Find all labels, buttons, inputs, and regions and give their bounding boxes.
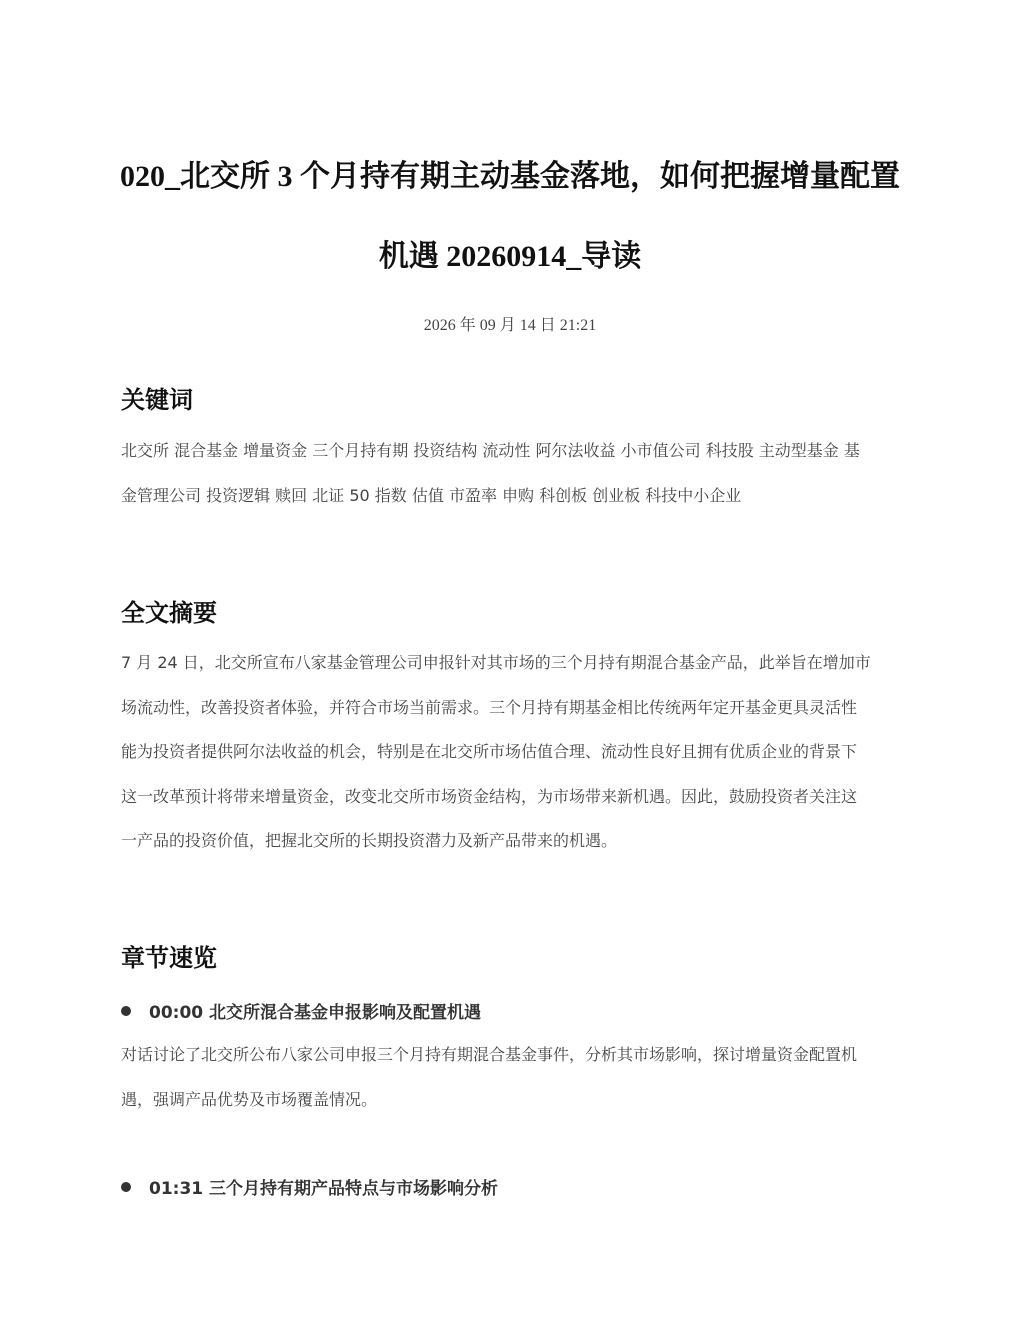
- chapter-item: [121, 1174, 899, 1199]
- summary-line-3: 能为投资者提供阿尔法收益的机会，特别是在北交所市场估值合理、流动性良好且拥有优质企业的背景下: [121, 742, 858, 761]
- chapter-desc-line-1: 对话讨论了北交所公布八家公司申报三个月持有期混合基金事件，分析其市场影响，探讨增量资金配置机: [121, 1045, 858, 1064]
- summary-line-5: 一产品的投资价值，把握北交所的长期投资潜力及新产品带来的机遇。: [121, 831, 618, 850]
- summary-paragraph: [121, 641, 899, 864]
- keywords-list: [121, 429, 899, 518]
- keywords-heading: 关键词: [121, 386, 193, 414]
- bullet-icon: [121, 1182, 131, 1192]
- summary-line-1: 7 月 24 日，北交所宣布八家基金管理公司申报针对其市场的三个月持有期混合基金产品，此举旨在增加市: [121, 653, 871, 672]
- chapter-title: 01:31 三个月持有期产品特点与市场影响分析: [149, 1179, 499, 1199]
- keywords-line-1: 北交所 混合基金 增量资金 三个月持有期 投资结构 流动性 阿尔法收益 小市值公司 科技股 主动型基金 基: [121, 441, 860, 460]
- keywords-line-2: 金管理公司 投资逻辑 赎回 北证 50 指数 估值 市盈率 申购 科创板 创业板 科技中小企业: [121, 485, 742, 505]
- chapter-desc-line-2: 遇，强调产品优势及市场覆盖情况。: [121, 1089, 378, 1109]
- title-line-1: 020_北交所 3 个月持有期主动基金落地，如何把握增量配置: [120, 160, 900, 193]
- summary-heading: 全文摘要: [121, 599, 217, 627]
- publish-date: 2026 年 09 月 14 日 21:21: [423, 317, 597, 334]
- document-title: [100, 137, 920, 297]
- summary-line-4: 这一改革预计将带来增量资金，改变北交所市场资金结构，为市场带来新机遇。因此，鼓励投资者关注这: [121, 786, 858, 806]
- bullet-icon: [121, 1006, 131, 1016]
- title-line-2: 机遇 20260914_导读: [378, 240, 642, 273]
- chapter-title: 00:00 北交所混合基金申报影响及配置机遇: [149, 1003, 482, 1023]
- chapter-item: [121, 998, 899, 1023]
- summary-line-2: 场流动性，改善投资者体验，并符合市场当前需求。三个月持有期基金相比传统两年定开基金更具灵活性: [121, 697, 858, 717]
- chapters-heading: 章节速览: [121, 944, 217, 972]
- chapter-description: [121, 1033, 899, 1122]
